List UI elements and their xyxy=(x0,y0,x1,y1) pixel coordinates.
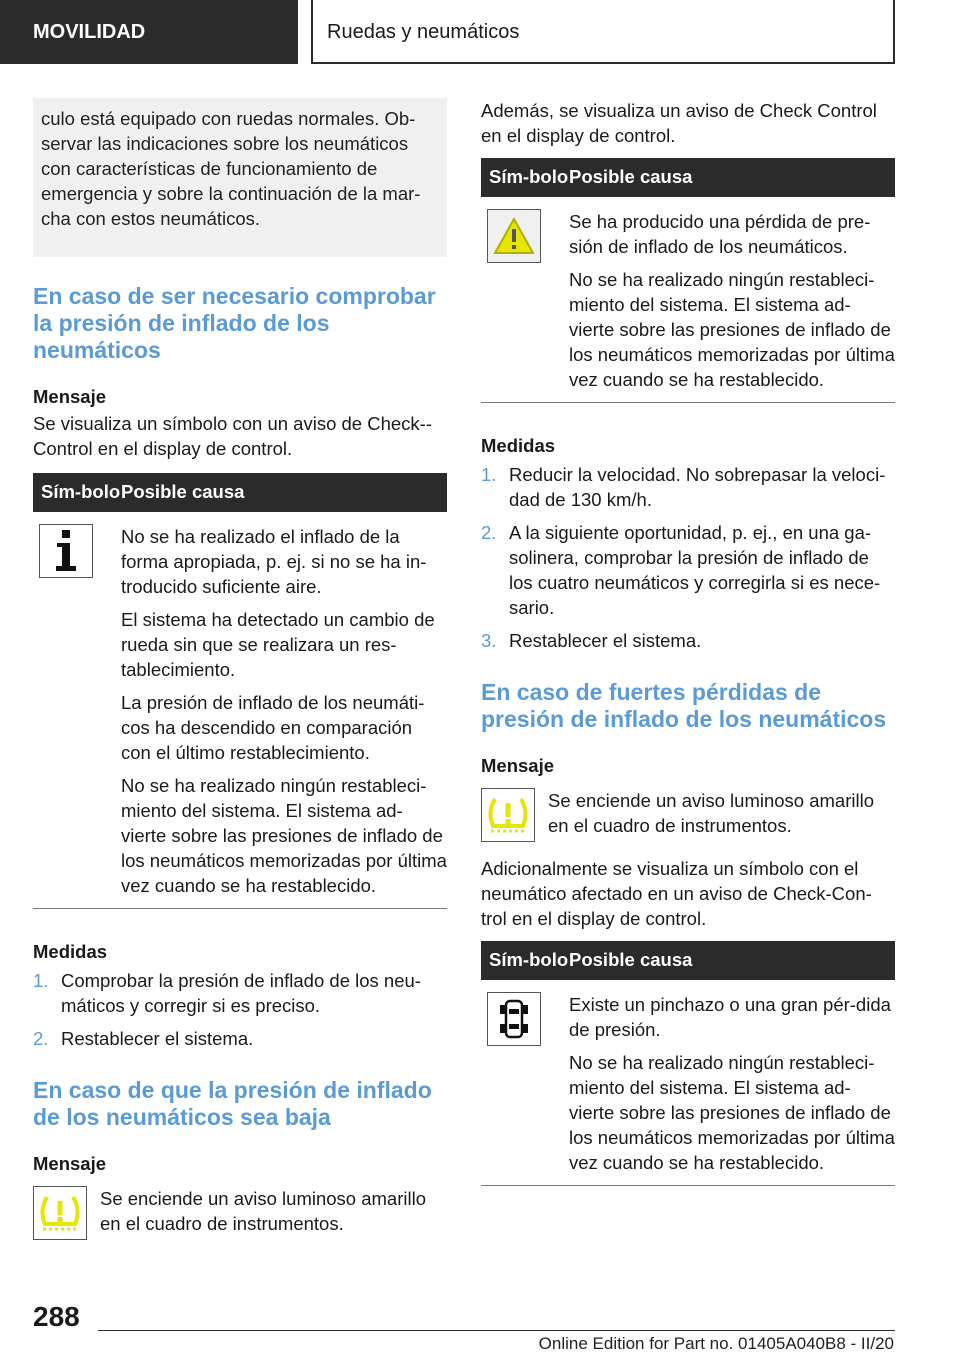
col-symbol: Sím-bolo xyxy=(489,949,569,970)
tire-pressure-warning-icon xyxy=(33,1186,87,1240)
chapter-title: Ruedas y neumáticos xyxy=(311,0,895,64)
step-text: Restablecer el sistema. xyxy=(61,1028,254,1049)
footer-divider xyxy=(98,1330,895,1331)
cause-text: Existe un pinchazo o una gran pér-dida de presión. xyxy=(569,994,891,1040)
step-text: Restablecer el sistema. xyxy=(509,630,702,651)
right-column xyxy=(481,98,895,1216)
table-row xyxy=(481,197,895,403)
edition-text: Online Edition for Part no. 01405A040B8 - II/20 xyxy=(538,1334,894,1353)
tire-pressure-warning-icon xyxy=(481,788,535,842)
cause-text: La presión de inflado de los neumáti-cos ha descendido en comparación con el último restablecimiento. xyxy=(121,692,425,763)
list-item xyxy=(481,628,895,653)
list-item xyxy=(481,462,895,512)
message-text: Se enciende un aviso luminoso amarillo en el cuadro de instrumentos. xyxy=(548,790,874,836)
step-number: 1. xyxy=(481,464,497,485)
cause-text: El sistema ha detectado un cambio de rueda sin que se realizara un res-tablecimiento. xyxy=(121,609,435,680)
note-box: culo está equipado con ruedas normales. Ob-servar las indicaciones sobre los neumáticos con características de funcionamiento de emergencia y sobre la continuación de la mar-cha con estos neumáticos. xyxy=(33,98,447,257)
step-number: 1. xyxy=(33,970,49,991)
measures-list xyxy=(33,968,447,1051)
additional-text: Adicionalmente se visualiza un símbolo con el neumático afectado en un aviso de Check-Con-trol en el display de control. xyxy=(481,858,872,929)
col-symbol: Sím-bolo xyxy=(489,166,569,187)
col-cause: Posible causa xyxy=(569,166,693,187)
cause-text: Se ha producido una pérdida de pre-sión de inflado de los neumáticos. xyxy=(569,211,871,257)
measures-label: Medidas xyxy=(481,435,556,456)
section-title: MOVILIDAD xyxy=(0,0,298,64)
message-label: Mensaje xyxy=(33,386,107,407)
col-cause: Posible causa xyxy=(569,949,693,970)
cause-text: No se ha realizado ningún restableci-miento del sistema. El sistema ad-vierte sobre las presiones de inflado de los neumáticos memorizadas por última vez cuando se ha restablecido. xyxy=(569,269,895,390)
left-column xyxy=(33,98,447,1240)
table-header xyxy=(33,473,447,512)
measures-list xyxy=(481,462,895,653)
symbol-table-warning xyxy=(481,158,895,403)
step-text: A la siguiente oportunidad, p. ej., en una ga-solinera, comprobar la presión de inflado de los cuatro neumáticos y corregirla si es nece-sario. xyxy=(509,522,881,618)
message-label: Mensaje xyxy=(33,1153,107,1174)
table-header xyxy=(481,941,895,980)
warning-triangle-icon xyxy=(487,209,541,263)
symbol-table-info xyxy=(33,473,447,909)
list-item xyxy=(481,520,895,620)
car-tires-icon xyxy=(487,992,541,1046)
col-symbol: Sím-bolo xyxy=(41,481,121,502)
list-item xyxy=(33,968,447,1018)
info-icon xyxy=(39,524,93,578)
heading-low-pressure: En caso de que la presión de inflado de los neumáticos sea baja xyxy=(33,1077,432,1130)
page-number: 288 xyxy=(33,1301,80,1332)
page-header xyxy=(0,0,960,64)
intro-text: Además, se visualiza un aviso de Check Control en el display de control. xyxy=(481,100,877,146)
message-text: Se visualiza un símbolo con un aviso de Check--Control en el display de control. xyxy=(33,413,432,459)
step-number: 2. xyxy=(33,1028,49,1049)
step-number: 3. xyxy=(481,630,497,651)
page-footer xyxy=(0,1302,960,1362)
message-text: Se enciende un aviso luminoso amarillo en el cuadro de instrumentos. xyxy=(100,1188,426,1234)
cause-text: No se ha realizado el inflado de la forma apropiada, p. ej. si no se ha in-troducido suficiente aire. xyxy=(121,526,427,597)
cause-text: No se ha realizado ningún restableci-miento del sistema. El sistema ad-vierte sobre las presiones de inflado de los neumáticos memorizadas por última vez cuando se ha restablecido. xyxy=(569,1052,895,1173)
message-label: Mensaje xyxy=(481,755,555,776)
step-text: Comprobar la presión de inflado de los neu-máticos y corregir si es preciso. xyxy=(61,970,421,1016)
table-row xyxy=(33,512,447,909)
heading-check-pressure: En caso de ser necesario comprobar la presión de inflado de los neumáticos xyxy=(33,283,436,363)
table-row xyxy=(481,980,895,1186)
measures-label: Medidas xyxy=(33,941,108,962)
table-header xyxy=(481,158,895,197)
symbol-table-puncture xyxy=(481,941,895,1186)
list-item xyxy=(33,1026,447,1051)
col-cause: Posible causa xyxy=(121,481,245,502)
step-text: Reducir la velocidad. No sobrepasar la veloci-dad de 130 km/h. xyxy=(509,464,886,510)
step-number: 2. xyxy=(481,522,497,543)
cause-text: No se ha realizado ningún restableci-miento del sistema. El sistema ad-vierte sobre las presiones de inflado de los neumáticos memorizadas por última vez cuando se ha restablecido. xyxy=(121,775,447,896)
heading-strong-loss: En caso de fuertes pérdidas de presión de inflado de los neumáticos xyxy=(481,679,887,732)
